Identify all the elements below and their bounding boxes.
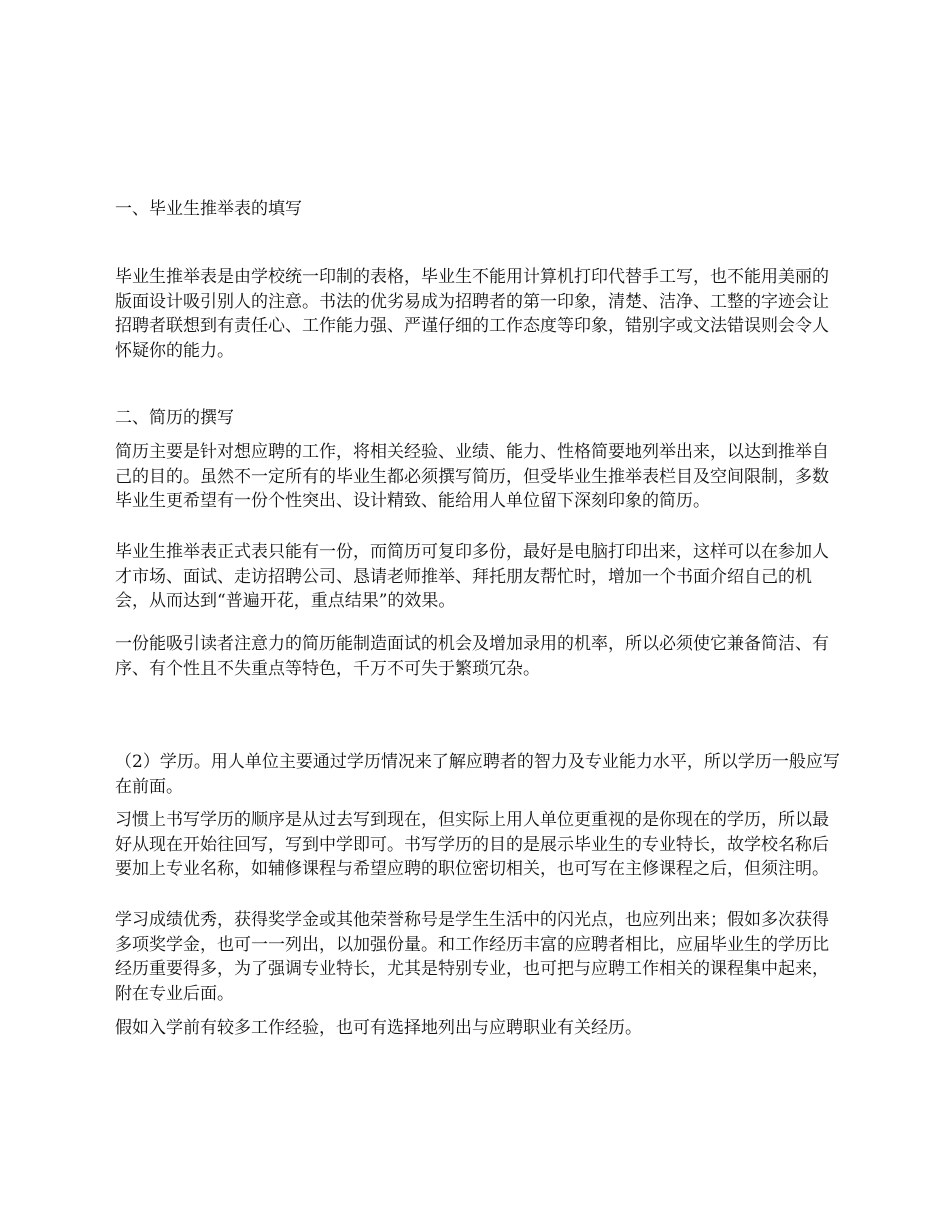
paragraph-education-item: （2）学历。用人单位主要通过学历情况来了解应聘者的智力及专业能力水平，所以学历一般应写在前面。 bbox=[115, 752, 840, 797]
paragraph-work-experience: 假如入学前有较多工作经验，也可有选择地列出与应聘职业有关经历。 bbox=[115, 1018, 642, 1038]
section-heading-resume-writing: 二、简历的撰写 bbox=[115, 408, 234, 428]
section-heading-recommendation-form: 一、毕业生推举表的填写 bbox=[115, 199, 302, 219]
paragraph-education-order: 习惯上书写学历的顺序是从过去写到现在，但实际上用人单位更重视的是你现在的学历，所以最好从现在开始往回写，写到中学即可。书写学历的目的是展示毕业生的专业特长，故学校名称后要加上专业名称，如辅修课程与希望应聘的职位密切相关，也可写在主修课程之后，但须注明。 bbox=[115, 810, 829, 879]
paragraph-resume-copies: 毕业生推举表正式表只能有一份，而简历可复印多份，最好是电脑打印出来，这样可以在参加人才市场、面试、走访招聘公司、恳请老师推举、拜托朋友帮忙时，增加一个书面介绍自己的机会，从而达到“普遍开花，重点结果”的效果。 bbox=[115, 542, 829, 611]
paragraph-academic-honors: 学习成绩优秀，获得奖学金或其他荣誉称号是学生生活中的闪光点，也应列出来；假如多次获得多项奖学金，也可一一列出，以加强份量。和工作经历丰富的应聘者相比，应届毕业生的学历比经历重要得多，为了强调专业特长，尤其是特别专业，也可把与应聘工作相关的课程集中起来，附在专业后面。 bbox=[115, 910, 829, 1004]
paragraph-resume-purpose: 简历主要是针对想应聘的工作，将相关经验、业绩、能力、性格简要地列举出来，以达到推举自己的目的。虽然不一定所有的毕业生都必须撰写简历，但受毕业生推举表栏目及空间限制，多数毕业生更希望有一份个性突出、设计精致、能给用人单位留下深刻印象的简历。 bbox=[115, 442, 829, 511]
paragraph-resume-qualities: 一份能吸引读者注意力的简历能制造面试的机会及增加录用的机率，所以必须使它兼备简洁、有序、有个性且不失重点等特色，千万不可失于繁琐冗杂。 bbox=[115, 634, 829, 679]
paragraph-recommendation-form: 毕业生推举表是由学校统一印制的表格，毕业生不能用计算机打印代替手工写，也不能用美丽的版面设计吸引别人的注意。书法的优劣易成为招聘者的第一印象，清楚、洁净、工整的字迹会让招聘者联想到有责任心、工作能力强、严谨仔细的工作态度等印象，错别字或文法错误则会令人怀疑你的能力。 bbox=[115, 267, 829, 361]
